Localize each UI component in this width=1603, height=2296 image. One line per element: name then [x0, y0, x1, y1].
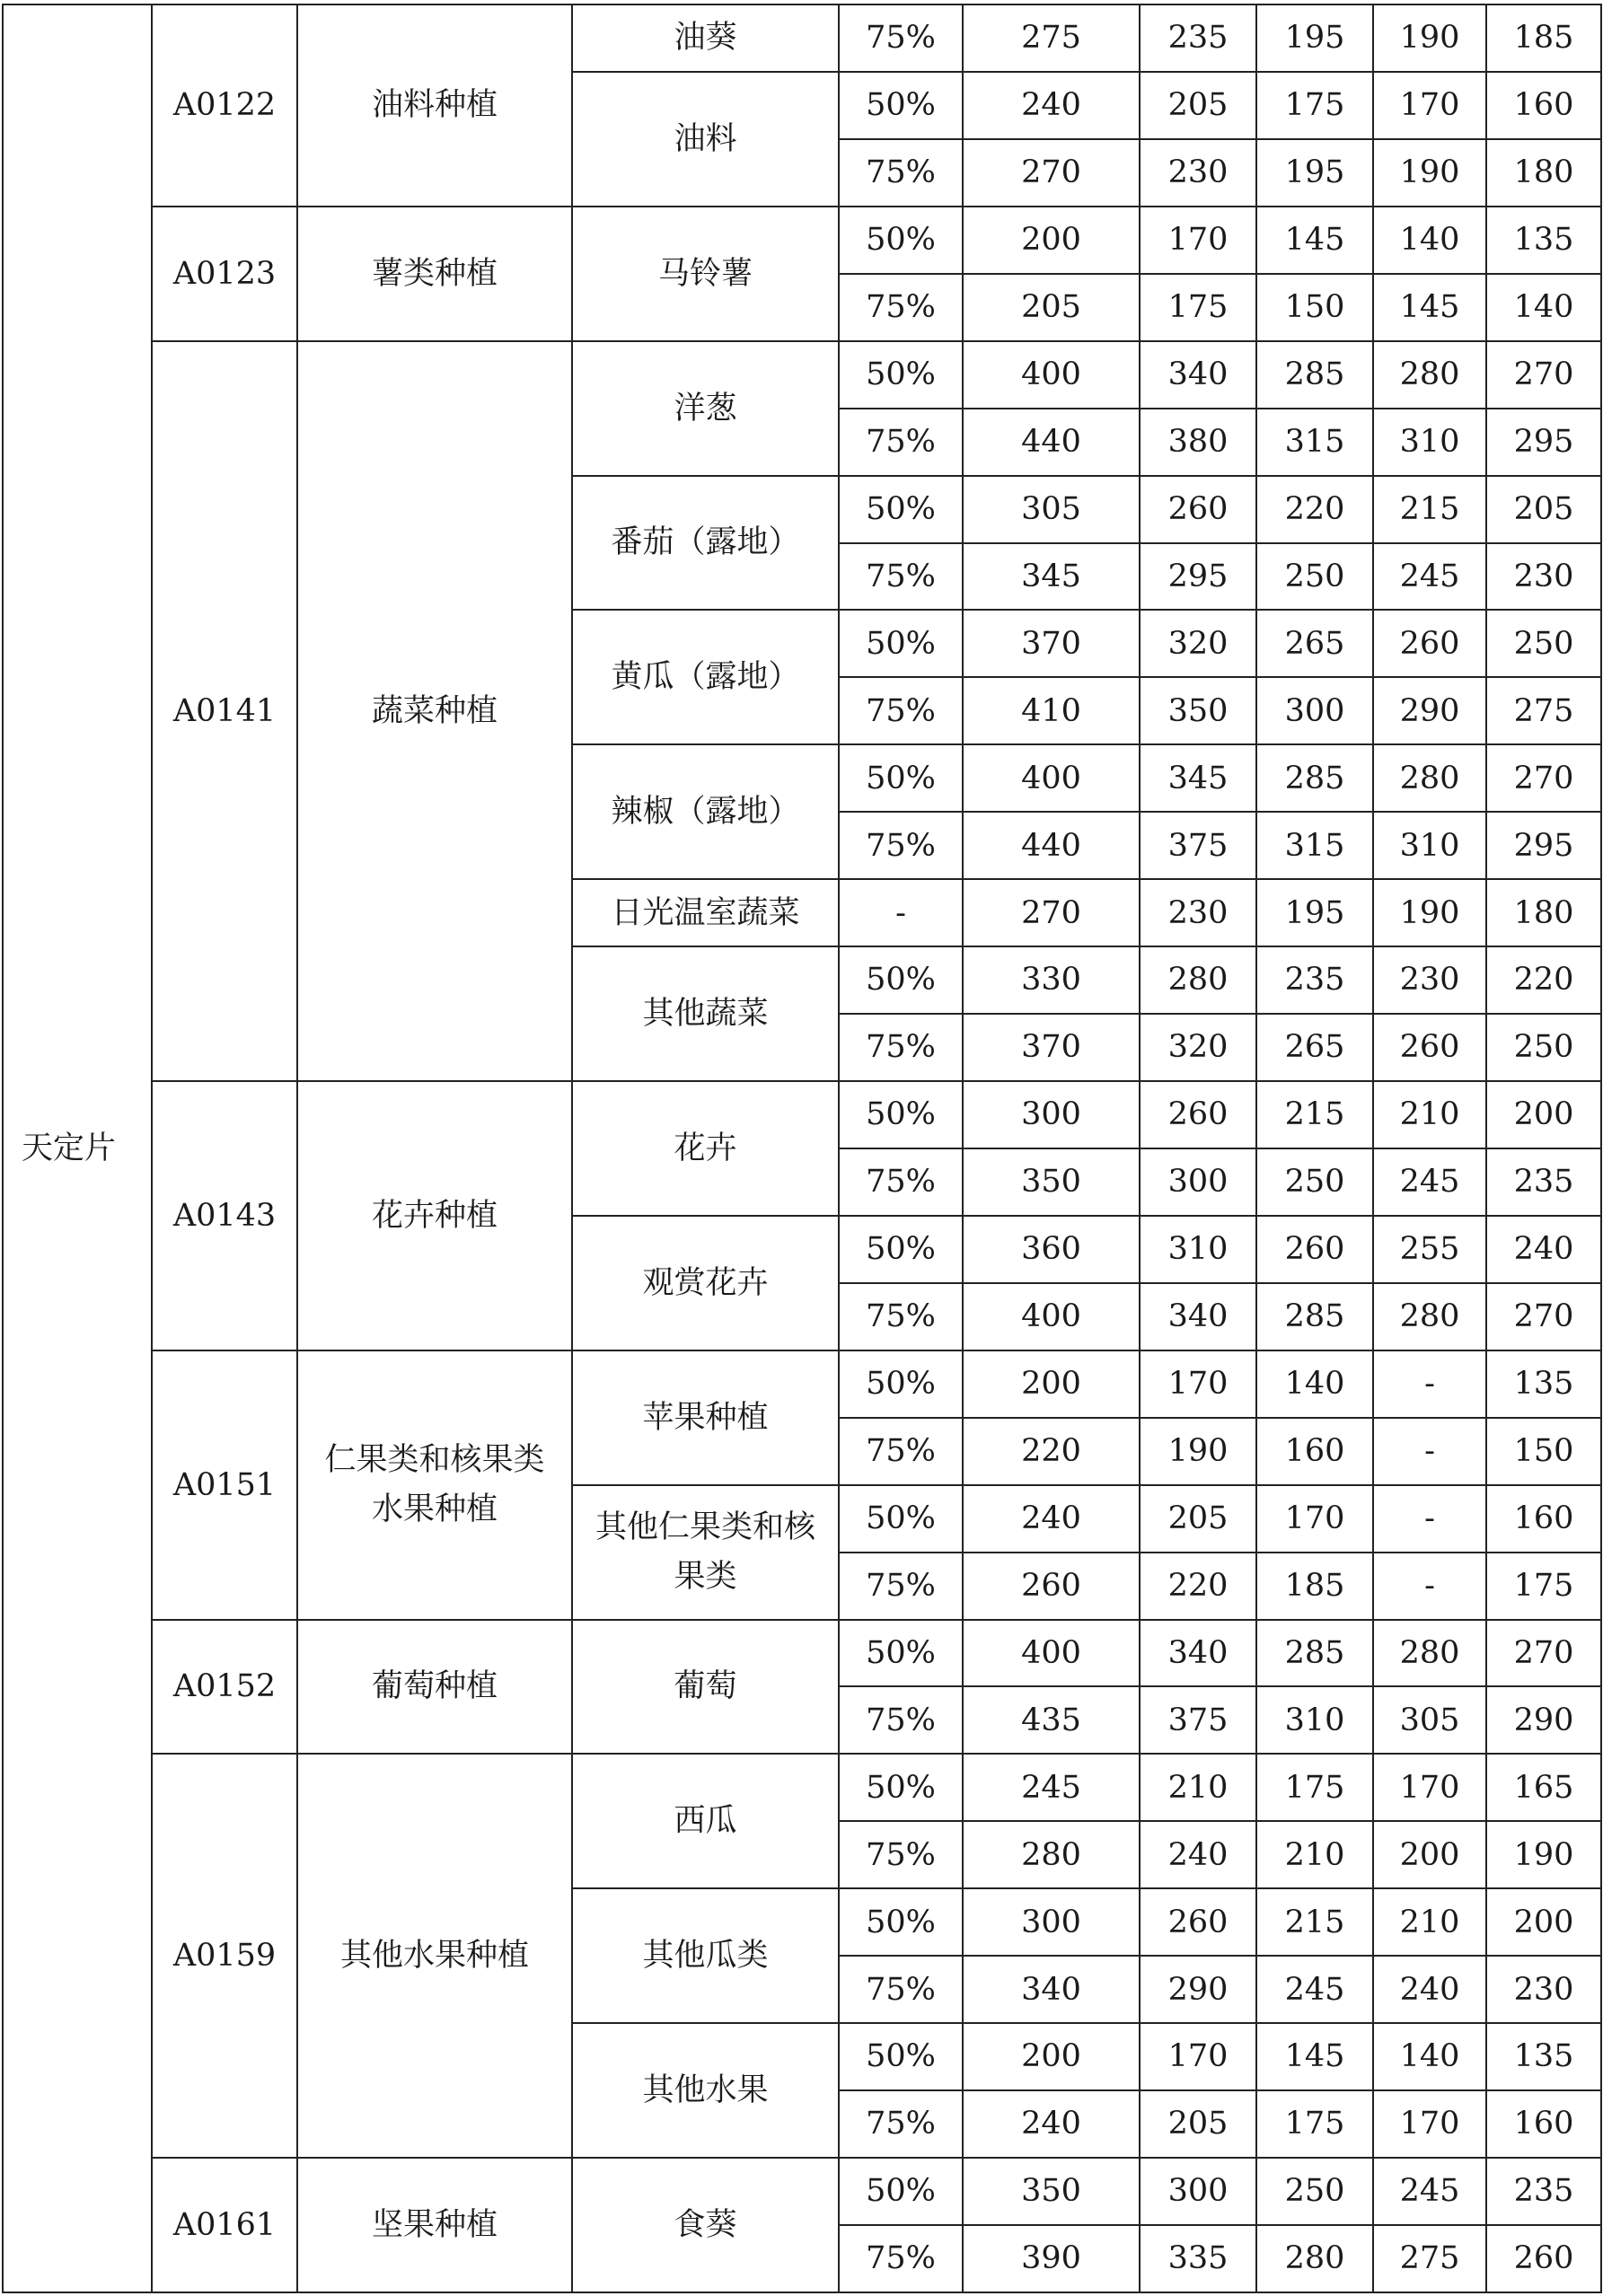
quota-value-cell: 320	[1140, 610, 1256, 677]
quota-value-cell: 175	[1140, 274, 1256, 341]
industry-code-cell: A0143	[152, 1081, 297, 1350]
quota-value-cell: 375	[1140, 1686, 1256, 1754]
quota-value-cell: 310	[1373, 812, 1486, 879]
industry-code-cell: A0123	[152, 207, 297, 341]
quota-value-cell: 270	[963, 879, 1140, 946]
quota-value-cell: 250	[1486, 610, 1601, 677]
quota-value-cell: 400	[963, 1620, 1140, 1687]
quota-value-cell: 180	[1486, 139, 1601, 207]
quota-value-cell: 280	[1256, 2225, 1373, 2292]
quota-value-cell: 215	[1256, 1888, 1373, 1956]
quota-value-cell: 260	[1256, 1216, 1373, 1283]
crop-name-cell: 黄瓜（露地）	[572, 610, 839, 744]
guarantee-rate-cell: 75%	[839, 4, 963, 72]
crop-name-cell: 苹果种植	[572, 1350, 839, 1485]
quota-value-cell: 245	[1373, 543, 1486, 611]
table-row	[3, 2158, 1601, 2225]
quota-value-cell: 295	[1140, 543, 1256, 611]
crop-name-cell: 西瓜	[572, 1754, 839, 1888]
quota-value-cell: 350	[1140, 677, 1256, 744]
quota-value-cell: 190	[1486, 1821, 1601, 1888]
category-cell: 葡萄种植	[297, 1620, 572, 1755]
quota-value-cell: 265	[1256, 1014, 1373, 1081]
quota-value-cell: 200	[963, 207, 1140, 274]
table-row	[3, 1620, 1601, 1687]
quota-value-cell: 240	[1486, 1216, 1601, 1283]
guarantee-rate-cell: 50%	[839, 946, 963, 1014]
crop-name-cell: 油葵	[572, 4, 839, 72]
industry-code-cell: A0161	[152, 2158, 297, 2292]
quota-value-cell: 195	[1256, 879, 1373, 946]
guarantee-rate-cell: 50%	[839, 1485, 963, 1553]
quota-value-cell: 280	[1140, 946, 1256, 1014]
quota-value-cell: 280	[963, 1821, 1140, 1888]
quota-value-cell: 270	[963, 139, 1140, 207]
quota-value-cell: 145	[1256, 207, 1373, 274]
quota-value-cell: 140	[1373, 207, 1486, 274]
industry-code-cell: A0152	[152, 1620, 297, 1755]
quota-value-cell: 370	[963, 1014, 1140, 1081]
category-cell: 花卉种植	[297, 1081, 572, 1350]
quota-value-cell: 280	[1373, 341, 1486, 409]
quota-value-cell: 310	[1256, 1686, 1373, 1754]
quota-value-cell: 390	[963, 2225, 1140, 2292]
quota-value-cell: 270	[1486, 341, 1601, 409]
quota-value-cell: 280	[1373, 1283, 1486, 1350]
quota-value-cell: 290	[1140, 1956, 1256, 2023]
quota-value-cell: 170	[1140, 2023, 1256, 2090]
quota-value-cell: 185	[1486, 4, 1601, 72]
quota-value-cell: 300	[963, 1081, 1140, 1148]
quota-value-cell: 340	[1140, 341, 1256, 409]
quota-value-cell: 205	[1486, 476, 1601, 543]
quota-value-cell: 220	[1256, 476, 1373, 543]
quota-value-cell: 305	[963, 476, 1140, 543]
quota-value-cell: 200	[963, 2023, 1140, 2090]
quota-value-cell: 160	[1486, 2090, 1601, 2158]
guarantee-rate-cell: 75%	[839, 2225, 963, 2292]
quota-value-cell: 285	[1256, 341, 1373, 409]
quota-value-cell: 160	[1256, 1418, 1373, 1485]
quota-value-cell: 160	[1486, 72, 1601, 139]
guarantee-rate-cell: 50%	[839, 1216, 963, 1283]
quota-value-cell: 230	[1140, 879, 1256, 946]
quota-value-cell: 375	[1140, 812, 1256, 879]
category-cell: 油料种植	[297, 4, 572, 207]
quota-value-cell: 345	[963, 543, 1140, 611]
quota-value-cell: 190	[1140, 1418, 1256, 1485]
quota-value-cell: 170	[1373, 2090, 1486, 2158]
quota-value-cell: 250	[1486, 1014, 1601, 1081]
crop-name-cell: 观赏花卉	[572, 1216, 839, 1350]
quota-value-cell: 215	[1256, 1081, 1373, 1148]
quota-value-cell: 205	[1140, 72, 1256, 139]
guarantee-rate-cell: 75%	[839, 274, 963, 341]
quota-value-cell: 200	[1486, 1888, 1601, 1956]
category-cell: 仁果类和核果类水果种植	[297, 1350, 572, 1620]
quota-value-cell: 330	[963, 946, 1140, 1014]
crop-name-cell: 番茄（露地）	[572, 476, 839, 611]
guarantee-rate-cell: 50%	[839, 1620, 963, 1687]
category-cell: 坚果种植	[297, 2158, 572, 2292]
quota-value-cell: 260	[1140, 476, 1256, 543]
quota-value-cell: 220	[1140, 1553, 1256, 1620]
crop-name-cell: 洋葱	[572, 341, 839, 476]
guarantee-rate-cell: 75%	[839, 1014, 963, 1081]
quota-value-cell: 295	[1486, 409, 1601, 476]
guarantee-rate-cell: 75%	[839, 543, 963, 611]
quota-value-cell: 315	[1256, 409, 1373, 476]
quota-value-cell: 440	[963, 409, 1140, 476]
quota-value-cell: 175	[1256, 72, 1373, 139]
guarantee-rate-cell: 75%	[839, 2090, 963, 2158]
quota-value-cell: 255	[1373, 1216, 1486, 1283]
quota-value-cell: 210	[1373, 1888, 1486, 1956]
crop-name-cell: 马铃薯	[572, 207, 839, 341]
quota-value-cell: 285	[1256, 744, 1373, 812]
quota-value-cell: 260	[963, 1553, 1140, 1620]
quota-value-cell: 320	[1140, 1014, 1256, 1081]
quota-value-cell: 180	[1486, 879, 1601, 946]
quota-value-cell: 250	[1256, 1148, 1373, 1216]
quota-value-cell: 230	[1373, 946, 1486, 1014]
quota-value-cell: 240	[963, 1485, 1140, 1553]
quota-value-cell: 140	[1373, 2023, 1486, 2090]
guarantee-rate-cell: 50%	[839, 610, 963, 677]
quota-value-cell: 300	[963, 1888, 1140, 1956]
guarantee-rate-cell: 50%	[839, 72, 963, 139]
quota-value-cell: 150	[1486, 1418, 1601, 1485]
quota-value-cell: 210	[1256, 1821, 1373, 1888]
quota-value-cell: 340	[1140, 1620, 1256, 1687]
quota-value-cell: 265	[1256, 610, 1373, 677]
quota-value-cell: 140	[1256, 1350, 1373, 1418]
quota-value-cell: 190	[1373, 879, 1486, 946]
quota-value-cell: 300	[1140, 1148, 1256, 1216]
quota-value-cell: 305	[1373, 1686, 1486, 1754]
quota-value-cell: 290	[1373, 677, 1486, 744]
crop-name-cell: 日光温室蔬菜	[572, 879, 839, 946]
industry-code-cell: A0141	[152, 341, 297, 1081]
quota-value-cell: 235	[1486, 2158, 1601, 2225]
quota-value-cell: 260	[1486, 2225, 1601, 2292]
quota-value-cell: 245	[963, 1754, 1140, 1821]
quota-value-cell: 260	[1373, 1014, 1486, 1081]
table-row	[3, 341, 1601, 409]
guarantee-rate-cell: 50%	[839, 1350, 963, 1418]
quota-value-cell: 250	[1256, 543, 1373, 611]
quota-value-cell: 260	[1373, 610, 1486, 677]
guarantee-rate-cell: 75%	[839, 812, 963, 879]
guarantee-rate-cell: 50%	[839, 2158, 963, 2225]
crop-name-cell: 其他水果	[572, 2023, 839, 2158]
guarantee-rate-cell: 75%	[839, 1821, 963, 1888]
category-cell: 薯类种植	[297, 207, 572, 341]
quota-value-cell: 200	[963, 1350, 1140, 1418]
quota-value-cell: 275	[963, 4, 1140, 72]
quota-value-cell: 260	[1140, 1081, 1256, 1148]
quota-value-cell: 350	[963, 1148, 1140, 1216]
guarantee-rate-cell: 75%	[839, 1283, 963, 1350]
quota-value-cell: 170	[1140, 207, 1256, 274]
quota-value-cell: 275	[1373, 2225, 1486, 2292]
quota-value-cell: 175	[1256, 1754, 1373, 1821]
crop-name-cell: 辣椒（露地）	[572, 744, 839, 879]
quota-value-cell: 290	[1486, 1686, 1601, 1754]
quota-value-cell: 140	[1486, 274, 1601, 341]
quota-value-cell: 230	[1486, 1956, 1601, 2023]
quota-value-cell: 235	[1256, 946, 1373, 1014]
irrigation-quota-table	[2, 4, 1602, 2293]
quota-value-cell: 260	[1140, 1888, 1256, 1956]
quota-value-cell: 185	[1256, 1553, 1373, 1620]
quota-value-cell: 315	[1256, 812, 1373, 879]
quota-value-cell: 285	[1256, 1283, 1373, 1350]
crop-name-cell: 食葵	[572, 2158, 839, 2292]
quota-value-cell: 300	[1140, 2158, 1256, 2225]
crop-name-cell: 花卉	[572, 1081, 839, 1216]
quota-value-cell: 240	[963, 72, 1140, 139]
quota-value-cell: 270	[1486, 744, 1601, 812]
quota-value-cell: 270	[1486, 1620, 1601, 1687]
category-cell: 蔬菜种植	[297, 341, 572, 1081]
quota-value-cell: 145	[1256, 2023, 1373, 2090]
quota-value-cell: 160	[1486, 1485, 1601, 1553]
quota-value-cell: 235	[1486, 1148, 1601, 1216]
quota-value-cell: 230	[1140, 139, 1256, 207]
quota-value-cell: 220	[963, 1418, 1140, 1485]
quota-value-cell: 135	[1486, 1350, 1601, 1418]
table-row	[3, 4, 1601, 72]
table-row	[3, 1754, 1601, 1821]
quota-value-cell: 210	[1140, 1754, 1256, 1821]
crop-name-cell: 其他仁果类和核果类	[572, 1485, 839, 1620]
quota-value-cell: 210	[1373, 1081, 1486, 1148]
quota-value-cell: -	[1373, 1485, 1486, 1553]
guarantee-rate-cell: 50%	[839, 2023, 963, 2090]
quota-value-cell: 205	[1140, 1485, 1256, 1553]
quota-value-cell: 190	[1373, 4, 1486, 72]
guarantee-rate-cell: 50%	[839, 1081, 963, 1148]
quota-value-cell: 240	[1140, 1821, 1256, 1888]
quota-value-cell: 440	[963, 812, 1140, 879]
guarantee-rate-cell: 75%	[839, 1148, 963, 1216]
guarantee-rate-cell: 75%	[839, 409, 963, 476]
guarantee-rate-cell: 50%	[839, 1888, 963, 1956]
guarantee-rate-cell: 75%	[839, 1418, 963, 1485]
quota-value-cell: 270	[1486, 1283, 1601, 1350]
quota-value-cell: 310	[1140, 1216, 1256, 1283]
industry-code-cell: A0122	[152, 4, 297, 207]
quota-value-cell: 400	[963, 1283, 1140, 1350]
quota-value-cell: -	[1373, 1553, 1486, 1620]
quota-value-cell: 300	[1256, 677, 1373, 744]
quota-value-cell: 175	[1256, 2090, 1373, 2158]
crop-name-cell: 油料	[572, 72, 839, 207]
guarantee-rate-cell: 75%	[839, 1686, 963, 1754]
quota-value-cell: 400	[963, 341, 1140, 409]
quota-value-cell: 170	[1373, 72, 1486, 139]
guarantee-rate-cell: 75%	[839, 1956, 963, 2023]
quota-value-cell: 240	[963, 2090, 1140, 2158]
quota-value-cell: 435	[963, 1686, 1140, 1754]
industry-code-cell: A0151	[152, 1350, 297, 1620]
quota-value-cell: 335	[1140, 2225, 1256, 2292]
crop-name-cell: 葡萄	[572, 1620, 839, 1755]
quota-value-cell: 200	[1373, 1821, 1486, 1888]
guarantee-rate-cell: -	[839, 879, 963, 946]
quota-value-cell: 250	[1256, 2158, 1373, 2225]
guarantee-rate-cell: 75%	[839, 677, 963, 744]
quota-value-cell: 165	[1486, 1754, 1601, 1821]
quota-value-cell: 200	[1486, 1081, 1601, 1148]
quota-value-cell: 310	[1373, 409, 1486, 476]
crop-name-cell: 其他瓜类	[572, 1888, 839, 2023]
quota-value-cell: -	[1373, 1418, 1486, 1485]
quota-value-cell: 205	[1140, 2090, 1256, 2158]
quota-value-cell: 285	[1256, 1620, 1373, 1687]
quota-value-cell: 345	[1140, 744, 1256, 812]
quota-value-cell: 350	[963, 2158, 1140, 2225]
guarantee-rate-cell: 75%	[839, 139, 963, 207]
quota-value-cell: 215	[1373, 476, 1486, 543]
guarantee-rate-cell: 50%	[839, 207, 963, 274]
quota-value-cell: 190	[1373, 139, 1486, 207]
quota-value-cell: 340	[963, 1956, 1140, 2023]
quota-value-cell: 135	[1486, 207, 1601, 274]
quota-value-cell: 175	[1486, 1553, 1601, 1620]
quota-value-cell: 135	[1486, 2023, 1601, 2090]
guarantee-rate-cell: 50%	[839, 341, 963, 409]
quota-value-cell: 245	[1373, 1148, 1486, 1216]
quota-value-cell: 275	[1486, 677, 1601, 744]
guarantee-rate-cell: 50%	[839, 744, 963, 812]
quota-value-cell: -	[1373, 1350, 1486, 1418]
quota-value-cell: 235	[1140, 4, 1256, 72]
quota-value-cell: 170	[1140, 1350, 1256, 1418]
quota-value-cell: 170	[1256, 1485, 1373, 1553]
quota-value-cell: 360	[963, 1216, 1140, 1283]
region-cell: 天定片	[3, 4, 152, 2292]
table-row	[3, 1081, 1601, 1148]
quota-value-cell: 340	[1140, 1283, 1256, 1350]
crop-name-cell: 其他蔬菜	[572, 946, 839, 1081]
quota-value-cell: 245	[1373, 2158, 1486, 2225]
quota-value-cell: 400	[963, 744, 1140, 812]
quota-value-cell: 280	[1373, 1620, 1486, 1687]
quota-value-cell: 370	[963, 610, 1140, 677]
quota-value-cell: 150	[1256, 274, 1373, 341]
quota-value-cell: 410	[963, 677, 1140, 744]
quota-value-cell: 220	[1486, 946, 1601, 1014]
quota-value-cell: 380	[1140, 409, 1256, 476]
quota-value-cell: 240	[1373, 1956, 1486, 2023]
quota-value-cell: 170	[1373, 1754, 1486, 1821]
quota-value-cell: 195	[1256, 4, 1373, 72]
quota-value-cell: 245	[1256, 1956, 1373, 2023]
guarantee-rate-cell: 75%	[839, 1553, 963, 1620]
guarantee-rate-cell: 50%	[839, 1754, 963, 1821]
quota-value-cell: 280	[1373, 744, 1486, 812]
table-row	[3, 207, 1601, 274]
quota-value-cell: 205	[963, 274, 1140, 341]
table-row	[3, 1350, 1601, 1418]
quota-value-cell: 230	[1486, 543, 1601, 611]
category-cell: 其他水果种植	[297, 1754, 572, 2158]
quota-value-cell: 195	[1256, 139, 1373, 207]
quota-value-cell: 145	[1373, 274, 1486, 341]
quota-value-cell: 295	[1486, 812, 1601, 879]
guarantee-rate-cell: 50%	[839, 476, 963, 543]
industry-code-cell: A0159	[152, 1754, 297, 2158]
